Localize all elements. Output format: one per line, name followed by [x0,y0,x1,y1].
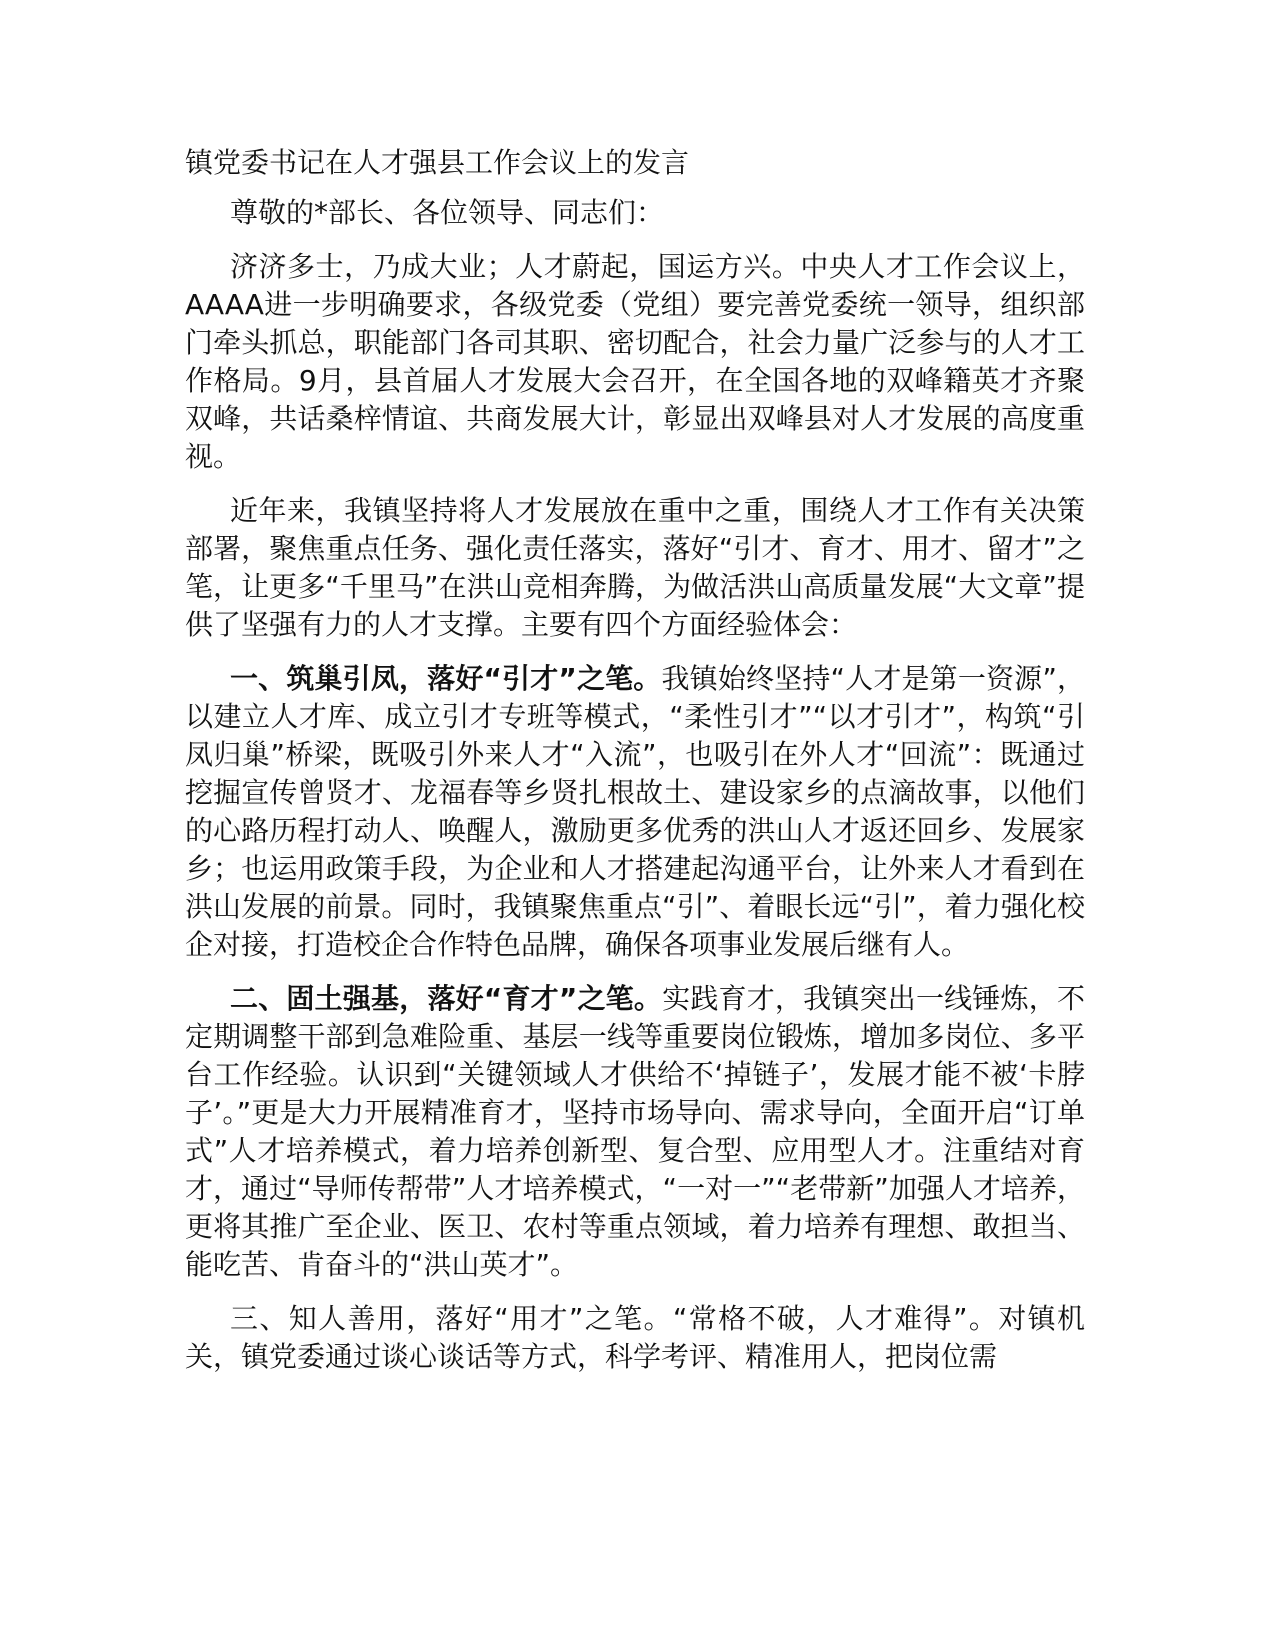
section-heading-2: 二、固土强基，落好“育才”之笔。 [230,982,663,1015]
section-paragraph-1 [185,660,1085,964]
section-heading-1: 一、筑巢引凤，落好“引才”之笔。 [230,662,662,695]
intro-paragraph-2: 近年来，我镇坚持将人才发展放在重中之重，围绕人才工作有关决策部署，聚焦重点任务、强化责任落实，落好“引才、育才、用才、留才”之笔，让更多“千里马”在洪山竞相奔腾，为做活洪山高质量发展“大文章”提供了坚强有力的人才支撑。主要有四个方面经验体会： [185,494,1085,641]
intro-paragraph-1: 济济多士，乃成大业；人才蔚起，国运方兴。中央人才工作会议上，AAAA进一步明确要求，各级党委（党组）要完善党委统一领导，组织部门牵头抓总，职能部门各司其职、密切配合，社会力量广泛参与的人才工作格局。9月，县首届人才发展大会召开，在全国各地的双峰籍英才齐聚双峰，共话桑梓情谊、共商发展大计，彰显出双峰县对人才发展的高度重视。 [185,250,1085,473]
section-paragraph-3 [185,1300,1085,1376]
section-body-3: “常格不破，人才难得”。对镇机关，镇党委通过谈心谈话等方式，科学考评、精准用人，把岗位需 [185,1302,1086,1373]
section-paragraph-2 [185,980,1085,1284]
section-body-1: 我镇始终坚持“人才是第一资源”，以建立人才库、成立引才专班等模式，“柔性引才”“以才引才”，构筑“引凤归巢”桥梁，既吸引外来人才“入流”，也吸引在外人才“回流”：既通过挖掘宣传曾贤才、龙福春等乡贤扎根故土、建设家乡的点滴故事，以他们的心路历程打动人、唤醒人，激励更多优秀的洪山人才返还回乡、发展家乡；也运用政策手段，为企业和人才搭建起沟通平台，让外来人才看到在洪山发展的前景。同时，我镇聚焦重点“引”、着眼长远“引”，着力强化校企对接，打造校企合作特色品牌，确保各项事业发展后继有人。 [185,662,1086,961]
salutation: 尊敬的*部长、各位领导、同志们： [230,196,665,229]
document-title: 镇党委书记在人才强县工作会议上的发言 [185,146,690,179]
section-body-2: 实践育才，我镇突出一线锤炼，不定期调整干部到急难险重、基层一线等重要岗位锻炼，增加多岗位、多平台工作经验。认识到“关键领域人才供给不‘掉链子’，发展才能不被‘卡脖子’。”更是大力开展精准育才，坚持市场导向、需求导向，全面开启“订单式”人才培养模式，着力培养创新型、复合型、应用型人才。注重结对育才，通过“导师传帮带”人才培养模式，“一对一”“老带新”加强人才培养，更将其推广至企业、医卫、农村等重点领域，着力培养有理想、敢担当、能吃苦、肯奋斗的“洪山英才”。 [185,982,1085,1281]
section-heading-3: 三、知人善用，落好“用才”之笔。 [230,1302,673,1335]
document-body [185,144,1085,1392]
